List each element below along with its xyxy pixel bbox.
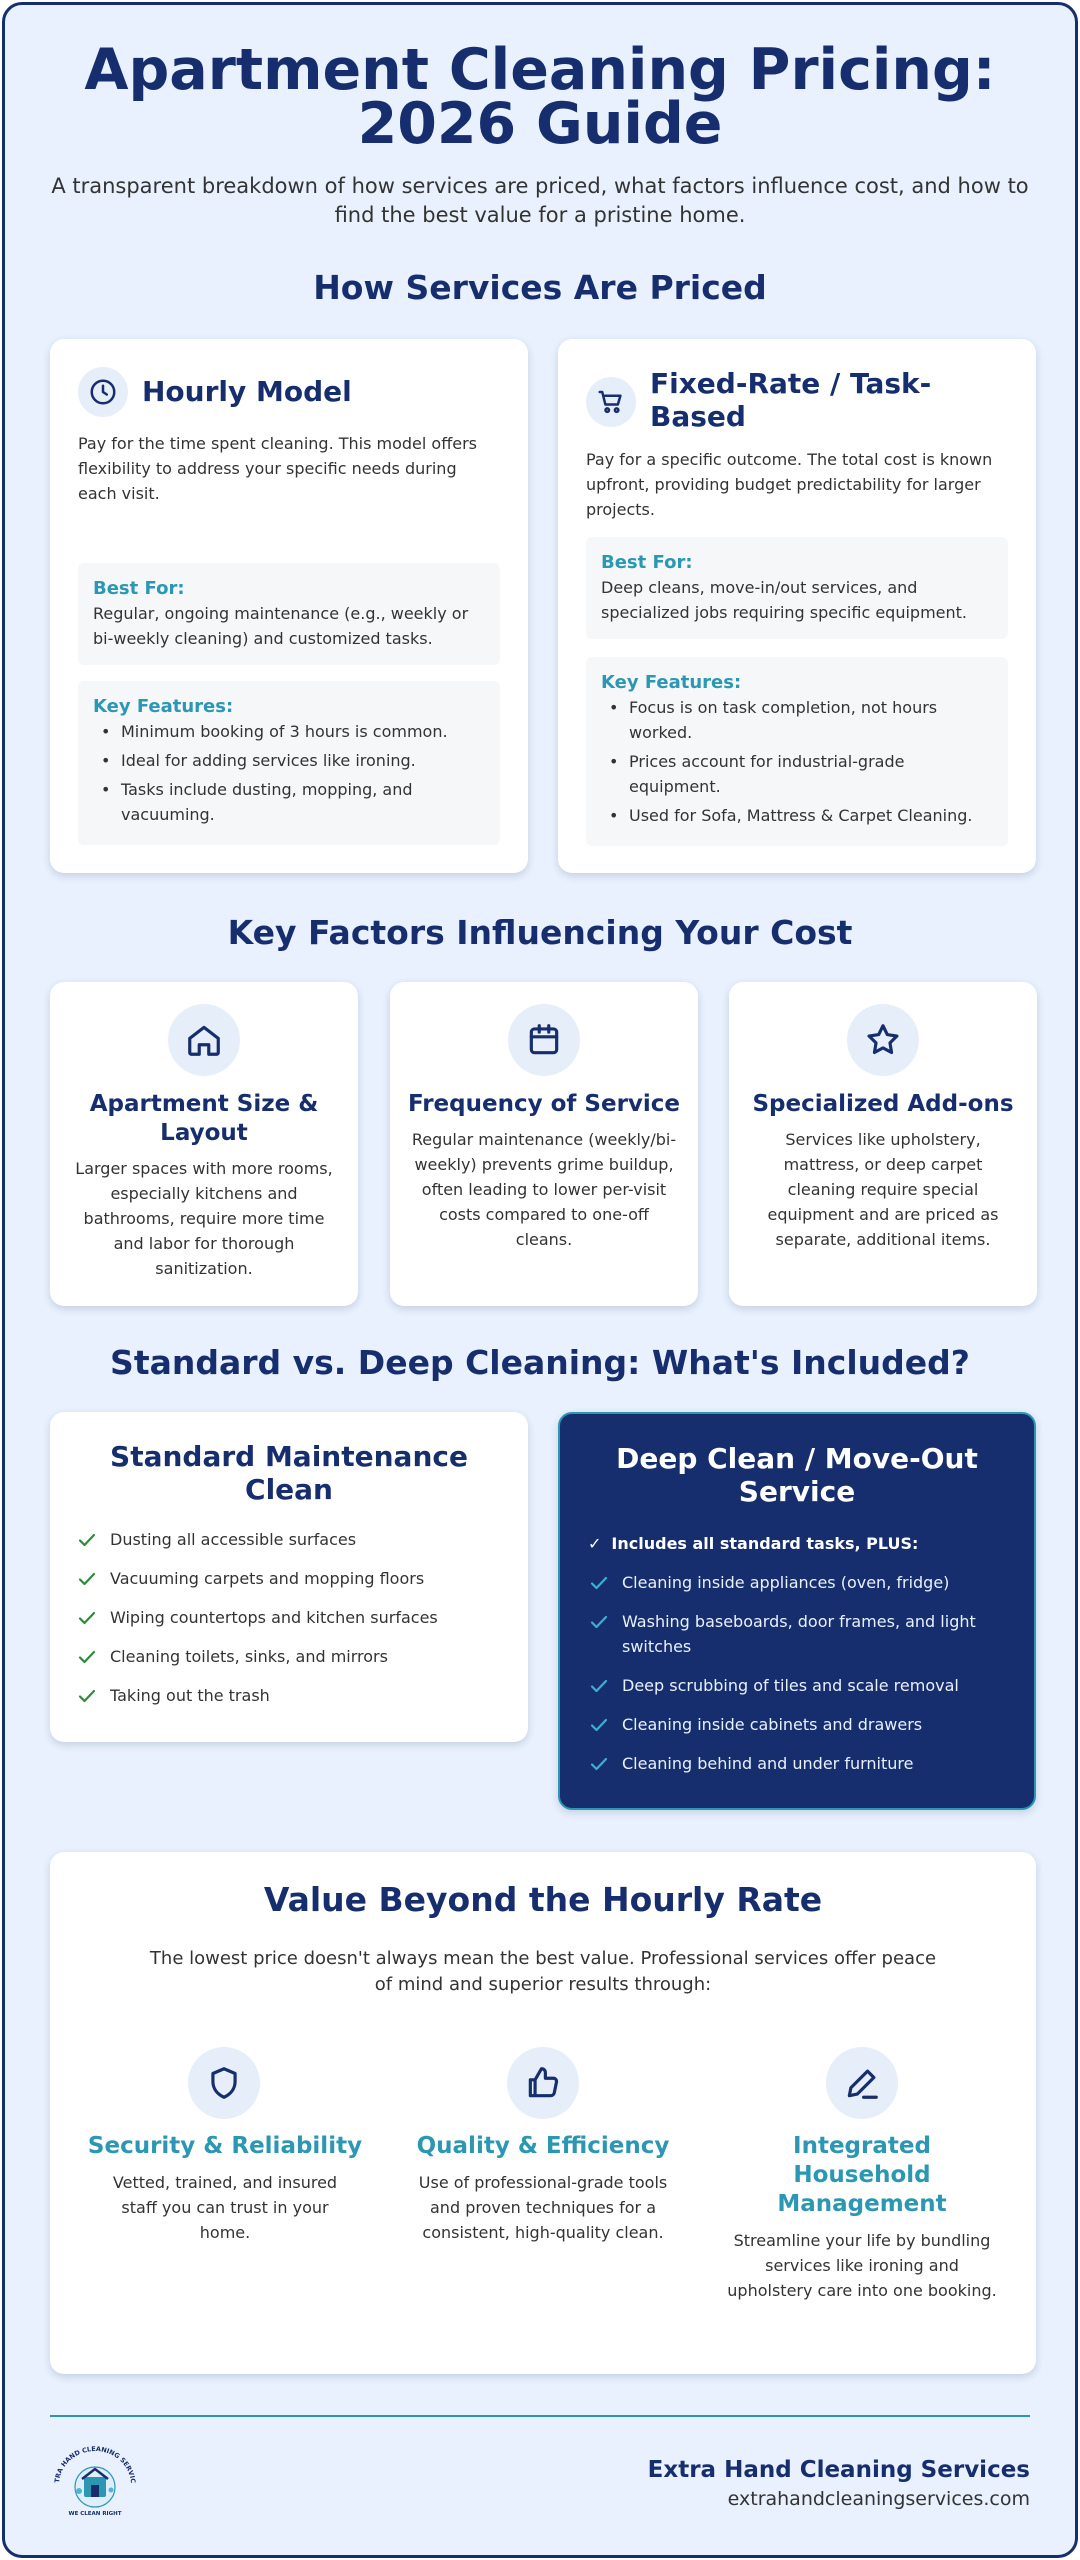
deep-clean-intro-text: Includes all standard tasks, PLUS: bbox=[611, 1534, 919, 1553]
standard-clean-list bbox=[78, 1527, 504, 1722]
calendar-icon bbox=[508, 1004, 580, 1076]
value-item-description: Streamline your life by bundling services like ironing and upholstery care into one booking. bbox=[727, 2231, 997, 2300]
list-item: • Prices account for industrial-grade equipment. bbox=[601, 749, 993, 799]
check-icon bbox=[590, 1716, 608, 1734]
list-item bbox=[590, 1712, 1010, 1737]
fixed-rate-card bbox=[558, 339, 1036, 873]
factor-title: Frequency of Service bbox=[407, 1091, 681, 1117]
hourly-best-for-text: Regular, ongoing maintenance (e.g., weekly or bi-weekly cleaning) and customized tasks. bbox=[93, 604, 469, 648]
factor-card-frequency bbox=[390, 982, 698, 1306]
title-line-2: 2026 Guide bbox=[357, 91, 723, 157]
factor-description: Services like upholstery, mattress, or deep carpet cleaning require special equipment and are priced as separate, additional items. bbox=[767, 1130, 999, 1249]
hourly-best-for-label: Best For: bbox=[93, 578, 185, 599]
list-item-text: Wiping countertops and kitchen surfaces bbox=[110, 1608, 438, 1627]
list-item bbox=[590, 1673, 1010, 1698]
star-icon bbox=[847, 1004, 919, 1076]
list-item-text: Cleaning toilets, sinks, and mirrors bbox=[110, 1647, 388, 1666]
factor-title: Apartment Size & Layout bbox=[89, 1091, 319, 1146]
deep-clean-card bbox=[558, 1412, 1036, 1810]
factors-section-title: Key Factors Influencing Your Cost bbox=[227, 913, 853, 952]
check-icon bbox=[78, 1570, 96, 1588]
list-item bbox=[590, 1570, 1010, 1595]
list-item: • Minimum booking of 3 hours is common. bbox=[93, 719, 485, 744]
title-line-1: Apartment Cleaning Pricing: bbox=[84, 37, 996, 103]
fixed-features-box bbox=[586, 657, 1008, 846]
hourly-model-title: Hourly Model bbox=[142, 375, 352, 408]
check-icon bbox=[590, 1574, 608, 1592]
list-item: • Ideal for adding services like ironing. bbox=[93, 748, 485, 773]
logo-text-top: TRA HAND CLEANING SERVIC bbox=[53, 2445, 137, 2484]
company-website: extrahandcleaningservices.com bbox=[727, 2488, 1030, 2510]
value-card bbox=[50, 1852, 1036, 2374]
check-icon bbox=[78, 1609, 96, 1627]
list-item: • Used for Sofa, Mattress & Carpet Cleaning. bbox=[601, 803, 993, 828]
thumbs-up-icon bbox=[507, 2047, 579, 2119]
logo-text-bottom: WE CLEAN RIGHT bbox=[68, 2511, 122, 2517]
list-item-text: Cleaning inside cabinets and drawers bbox=[622, 1715, 923, 1734]
fixed-best-for-box bbox=[586, 537, 1008, 639]
list-item bbox=[590, 1751, 1010, 1776]
list-item-text: Taking out the trash bbox=[110, 1686, 270, 1705]
factor-card-size bbox=[50, 982, 358, 1306]
standard-clean-card bbox=[50, 1412, 528, 1742]
fixed-rate-title: Fixed-Rate / Task-Based bbox=[650, 367, 932, 433]
page-subtitle: A transparent breakdown of how services are priced, what factors influence cost, and how to find the best value for a pristine home. bbox=[51, 174, 1029, 227]
standard-clean-title: Standard Maintenance Clean bbox=[110, 1440, 468, 1506]
list-item bbox=[78, 1644, 504, 1669]
list-item-text: Cleaning behind and under furniture bbox=[622, 1754, 914, 1773]
value-item-description: Use of professional-grade tools and proven techniques for a consistent, high-quality clean. bbox=[418, 2173, 668, 2242]
factor-card-addons bbox=[729, 982, 1037, 1306]
hourly-best-for-box bbox=[78, 563, 500, 665]
list-item: • Focus is on task completion, not hours worked. bbox=[601, 695, 993, 745]
shield-icon bbox=[188, 2047, 260, 2119]
check-icon bbox=[590, 1613, 608, 1631]
check-icon bbox=[590, 1755, 608, 1773]
list-item-text: Vacuuming carpets and mopping floors bbox=[110, 1569, 425, 1588]
page-title bbox=[45, 37, 1035, 157]
check-icon bbox=[590, 1677, 608, 1695]
fixed-rate-description: Pay for a specific outcome. The total cost is known upfront, providing budget predictability for larger projects. bbox=[586, 450, 993, 519]
list-item bbox=[78, 1605, 504, 1630]
factor-description: Larger spaces with more rooms, especially kitchens and bathrooms, require more time and labor for thorough sanitization. bbox=[75, 1159, 333, 1278]
check-icon bbox=[78, 1687, 96, 1705]
pricing-section-title: How Services Are Priced bbox=[313, 268, 767, 307]
company-name: Extra Hand Cleaning Services bbox=[647, 2457, 1030, 2483]
list-item-text: Deep scrubbing of tiles and scale removal bbox=[622, 1676, 959, 1695]
hourly-model-card bbox=[50, 339, 528, 873]
deep-clean-list bbox=[590, 1570, 1010, 1790]
list-item bbox=[590, 1609, 1010, 1659]
fixed-best-for-text: Deep cleans, move-in/out services, and specialized jobs requiring specific equipment. bbox=[601, 578, 967, 622]
list-item-text: Cleaning inside appliances (oven, fridge) bbox=[622, 1573, 950, 1592]
list-item-text: Dusting all accessible surfaces bbox=[110, 1530, 357, 1549]
hourly-features-label: Key Features: bbox=[93, 696, 234, 717]
check-mark-icon: ✓ bbox=[588, 1534, 602, 1553]
hourly-model-description: Pay for the time spent cleaning. This model offers flexibility to address your specific needs during each visit. bbox=[78, 434, 477, 503]
cart-icon bbox=[586, 377, 636, 427]
pen-icon bbox=[826, 2047, 898, 2119]
value-item-title: Integrated Household Management bbox=[777, 2133, 947, 2217]
check-icon bbox=[78, 1531, 96, 1549]
comparison-section-title: Standard vs. Deep Cleaning: What's Included? bbox=[110, 1343, 970, 1382]
value-item-title: Security & Reliability bbox=[87, 2133, 363, 2159]
check-icon bbox=[78, 1648, 96, 1666]
clock-icon bbox=[78, 367, 128, 417]
value-title: Value Beyond the Hourly Rate bbox=[263, 1880, 823, 1919]
value-item-description: Vetted, trained, and insured staff you can trust in your home. bbox=[112, 2173, 338, 2242]
deep-clean-intro bbox=[588, 1531, 918, 1556]
factor-title: Specialized Add-ons bbox=[752, 1091, 1014, 1117]
value-intro: The lowest price doesn't always mean the best value. Professional services offer peace of mind and superior results through: bbox=[149, 1948, 937, 1995]
hourly-features-list bbox=[93, 719, 485, 827]
infographic-frame bbox=[2, 2, 1078, 2558]
list-item: • Tasks include dusting, mopping, and vacuuming. bbox=[93, 777, 485, 827]
list-item bbox=[78, 1527, 504, 1552]
hourly-features-box bbox=[78, 681, 500, 845]
footer-divider bbox=[50, 2415, 1030, 2417]
value-item-title: Quality & Efficiency bbox=[416, 2133, 670, 2159]
fixed-features-label: Key Features: bbox=[601, 672, 742, 693]
deep-clean-title: Deep Clean / Move-Out Service bbox=[616, 1442, 978, 1508]
fixed-features-list bbox=[601, 695, 993, 828]
list-item bbox=[78, 1683, 504, 1708]
home-icon bbox=[168, 1004, 240, 1076]
list-item bbox=[78, 1566, 504, 1591]
factor-description: Regular maintenance (weekly/bi-weekly) prevents grime buildup, often leading to lower per-visit costs compared to one-off cleans. bbox=[411, 1130, 677, 1249]
company-logo bbox=[49, 2445, 141, 2521]
fixed-best-for-label: Best For: bbox=[601, 552, 693, 573]
list-item-text: Washing baseboards, door frames, and light switches bbox=[622, 1612, 976, 1656]
